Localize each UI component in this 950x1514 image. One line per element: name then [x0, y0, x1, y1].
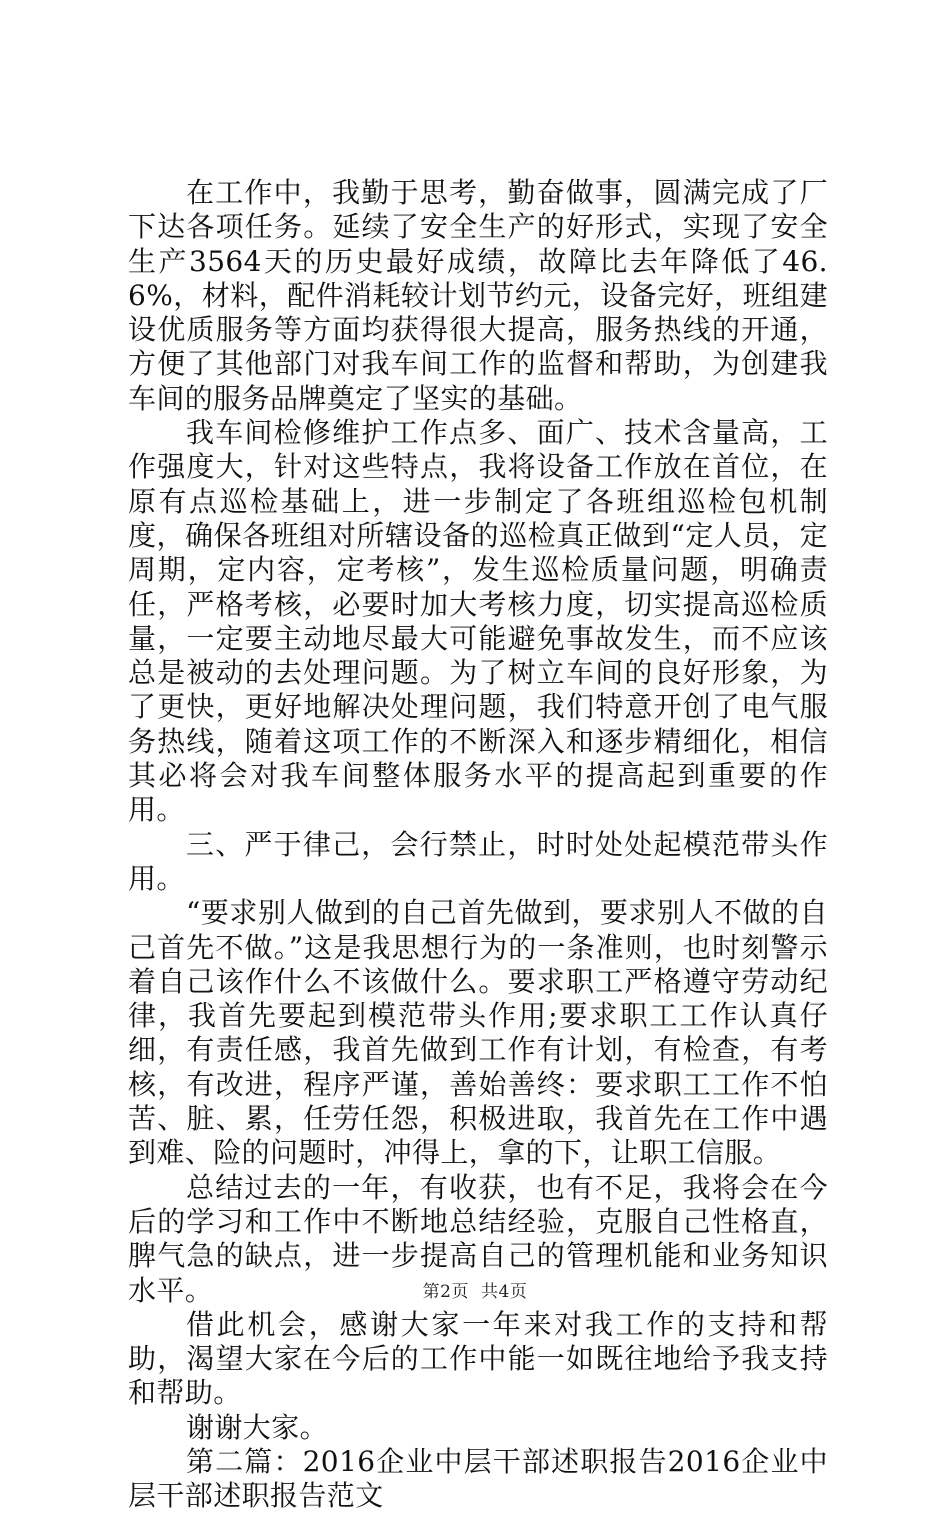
document-body [128, 176, 828, 1514]
page-total: 共4页 [481, 1282, 528, 1302]
paragraph-review: 总结过去的一年，有收获，也有不足，我将会在今后的学习和工作中不断地总结经验，克服自己性格直，脾气急的缺点，进一步提高自己的管理机能和业务知识水平。 [128, 1170, 828, 1307]
page-footer [0, 1277, 950, 1302]
page-number: 第2页 [422, 1282, 469, 1302]
paragraph-self-discipline: “要求别人做到的自己首先做到，要求别人不做的自己首先不做。”这是我思想行为的一条准则，也时刻警示着自己该作什么不该做什么。要求职工严格遵守劳动纪律，我首先要起到模范带头作用;要求职工工作认真仔细，有责任感，我首先做到工作有计划，有检查，有考核，有改进，程序严谨，善始善终：要求职工工作不怕苦、脏、累，任劳任怨，积极进取，我首先在工作中遇到难、险的问题时，冲得上，拿的下，让职工信服。 [128, 896, 828, 1170]
section-heading-three: 三、严于律己，会行禁止，时时处处起模范带头作用。 [128, 827, 828, 895]
chapter-two-title: 第二篇：2016企业中层干部述职报告2016企业中层干部述职报告范文 [128, 1444, 828, 1513]
paragraph-thank-you: 谢谢大家。 [186, 1410, 329, 1444]
paragraph-thanks-support: 借此机会，感谢大家一年来对我工作的支持和帮助，渴望大家在今后的工作中能一如既往地给予我支持和帮助。 [128, 1307, 828, 1410]
paragraph-work-summary: 在工作中，我勤于思考，勤奋做事，圆满完成了厂下达各项任务。延续了安全生产的好形式，实现了安全生产3564天的历史最好成绩，故障比去年降低了46.6%，材料，配件消耗较计划节约元，设备完好，班组建设优质服务等方面均获得很大提高，服务热线的开通，方便了其他部门对我车间工作的监督和帮助，为创建我车间的服务品牌奠定了坚实的基础。 [128, 176, 828, 415]
paragraph-maintenance: 我车间检修维护工作点多、面广、技术含量高，工作强度大，针对这些特点，我将设备工作放在首位，在原有点巡检基础上，进一步制定了各班组巡检包机制度，确保各班组对所辖设备的巡检真正做到“定人员，定周期，定内容，定考核”，发生巡检质量问题，明确责任，严格考核，必要时加大考核力度，切实提高巡检质量，一定要主动地尽最大可能避免事故发生，而不应该总是被动的去处理问题。为了树立车间的良好形象，为了更快，更好地解决处理问题，我们特意开创了电气服务热线，随着这项工作的不断深入和逐步精细化，相信其必将会对我车间整体服务水平的提高起到重要的作用。 [128, 416, 828, 827]
